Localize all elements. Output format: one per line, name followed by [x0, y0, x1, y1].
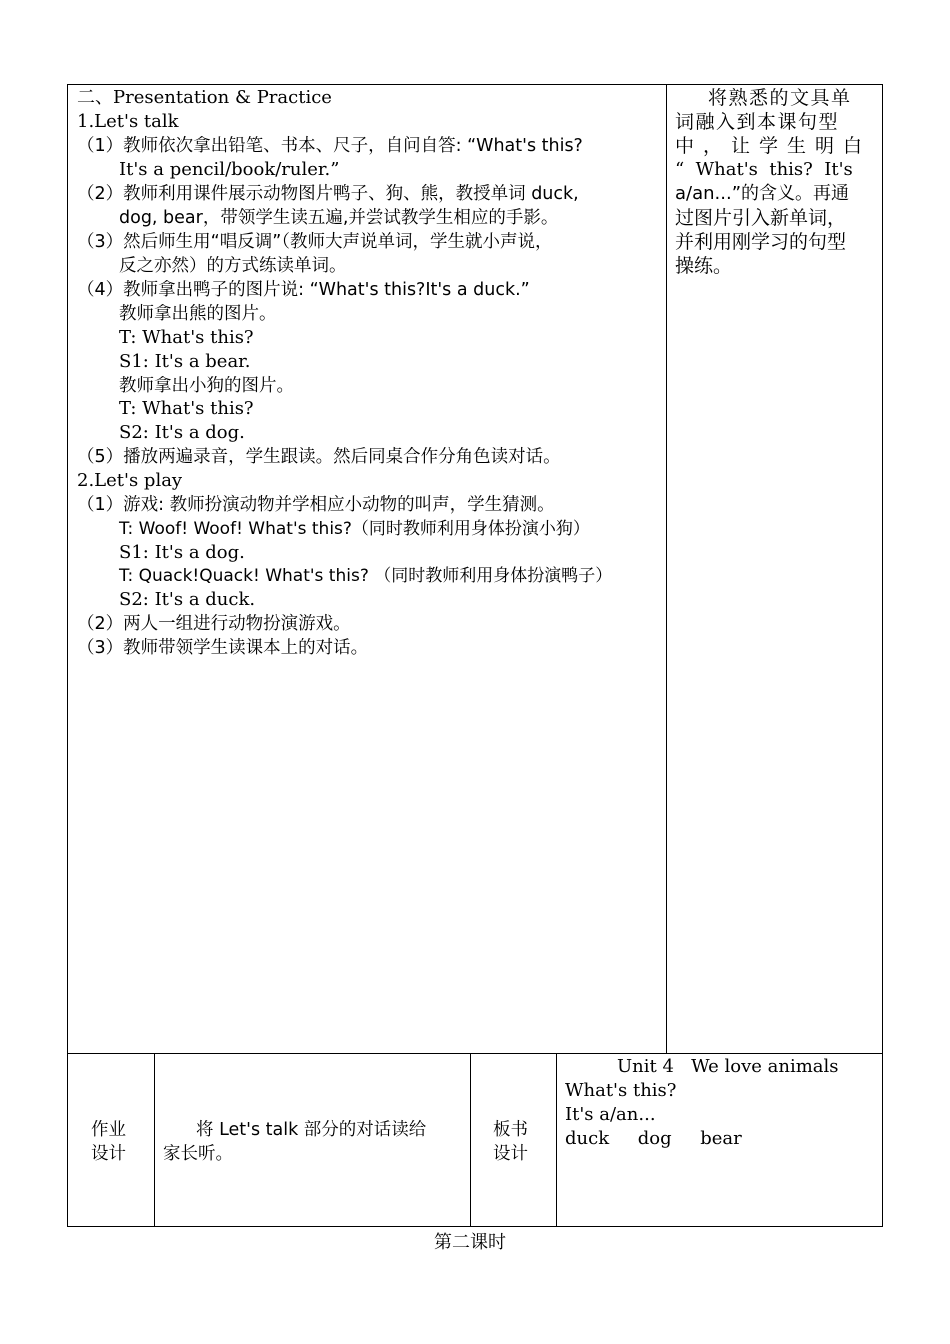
note-line: “ What's this? It's	[675, 159, 853, 180]
note-line: 中，让学生明白	[675, 135, 872, 157]
note-line: 操练。	[675, 255, 733, 277]
section-heading: 二、Presentation & Practice	[77, 87, 332, 108]
step-line: （3）教师带领学生读课本上的对话。	[77, 638, 369, 658]
step-line: It's a pencil/book/ruler.”	[119, 159, 340, 180]
step-line: （2）教师利用课件展示动物图片鸭子、狗、熊，教授单词 duck,	[77, 184, 579, 204]
subsection-heading: 2.Let's play	[77, 470, 183, 491]
dialogue-line: T: Woof! Woof! What's this?（同时教师利用身体扮演小狗）	[119, 519, 590, 539]
board-label: 设计	[493, 1144, 528, 1164]
step-line: （1）教师依次拿出铅笔、书本、尺子，自问自答: “What's this?	[77, 136, 583, 156]
note-line: 词融入到本课句型	[675, 111, 840, 133]
board-line: It's a/an...	[565, 1104, 656, 1125]
dialogue-line: T: What's this?	[119, 398, 254, 419]
dialogue-line: T: What's this?	[119, 327, 254, 348]
column-divider-2	[470, 1053, 471, 1227]
note-line: 将熟悉的文具单	[708, 87, 852, 109]
note-line: a/an...”的含义。再通	[675, 183, 850, 204]
homework-text: 将 Let's talk 部分的对话读给	[196, 1120, 427, 1140]
homework-text: 家长听。	[163, 1144, 233, 1164]
column-divider-1	[154, 1053, 155, 1227]
dialogue-line: S2: It's a duck.	[119, 589, 256, 610]
homework-label: 作业	[91, 1120, 126, 1140]
dialogue-line: S2: It's a dog.	[119, 422, 245, 443]
dialogue-line: T: Quack!Quack! What's this? （同时教师利用身体扮演鸭子）	[119, 566, 613, 586]
note-line: 过图片引入新单词，	[675, 207, 847, 229]
table-border-top	[67, 84, 883, 85]
step-line: 教师拿出小狗的图片。	[119, 376, 294, 396]
lesson-title: 第二课时	[434, 1232, 506, 1253]
board-label: 板书	[493, 1120, 528, 1140]
table-border-left	[67, 84, 68, 1227]
step-line: （4）教师拿出鸭子的图片说: “What's this?It's a duck.”	[77, 280, 530, 300]
row-divider	[67, 1053, 883, 1054]
column-divider-3	[556, 1053, 557, 1227]
subsection-heading: 1.Let's talk	[77, 111, 179, 132]
board-words: duck dog bear	[565, 1128, 742, 1149]
note-line: 并利用刚学习的句型	[675, 231, 847, 253]
homework-label: 设计	[91, 1144, 126, 1164]
table-border-right	[882, 84, 883, 1227]
step-line: （5）播放两遍录音，学生跟读。然后同桌合作分角色读对话。	[77, 447, 561, 467]
step-line: （2）两人一组进行动物扮演游戏。	[77, 614, 351, 634]
board-line: What's this?	[565, 1080, 677, 1101]
column-divider-note	[666, 84, 667, 1054]
table-border-bottom	[67, 1226, 883, 1227]
dialogue-line: S1: It's a bear.	[119, 351, 251, 372]
step-line: （3）然后师生用“唱反调”（教师大声说单词，学生就小声说，	[77, 232, 553, 252]
step-line: dog, bear，带领学生读五遍,并尝试教学生相应的手影。	[119, 208, 559, 228]
step-line: 教师拿出熊的图片。	[119, 304, 277, 324]
board-title: Unit 4 We love animals	[617, 1056, 839, 1077]
step-line: 反之亦然）的方式练读单词。	[119, 256, 347, 276]
step-line: （1）游戏: 教师扮演动物并学相应小动物的叫声，学生猜测。	[77, 495, 555, 515]
dialogue-line: S1: It's a dog.	[119, 542, 245, 563]
